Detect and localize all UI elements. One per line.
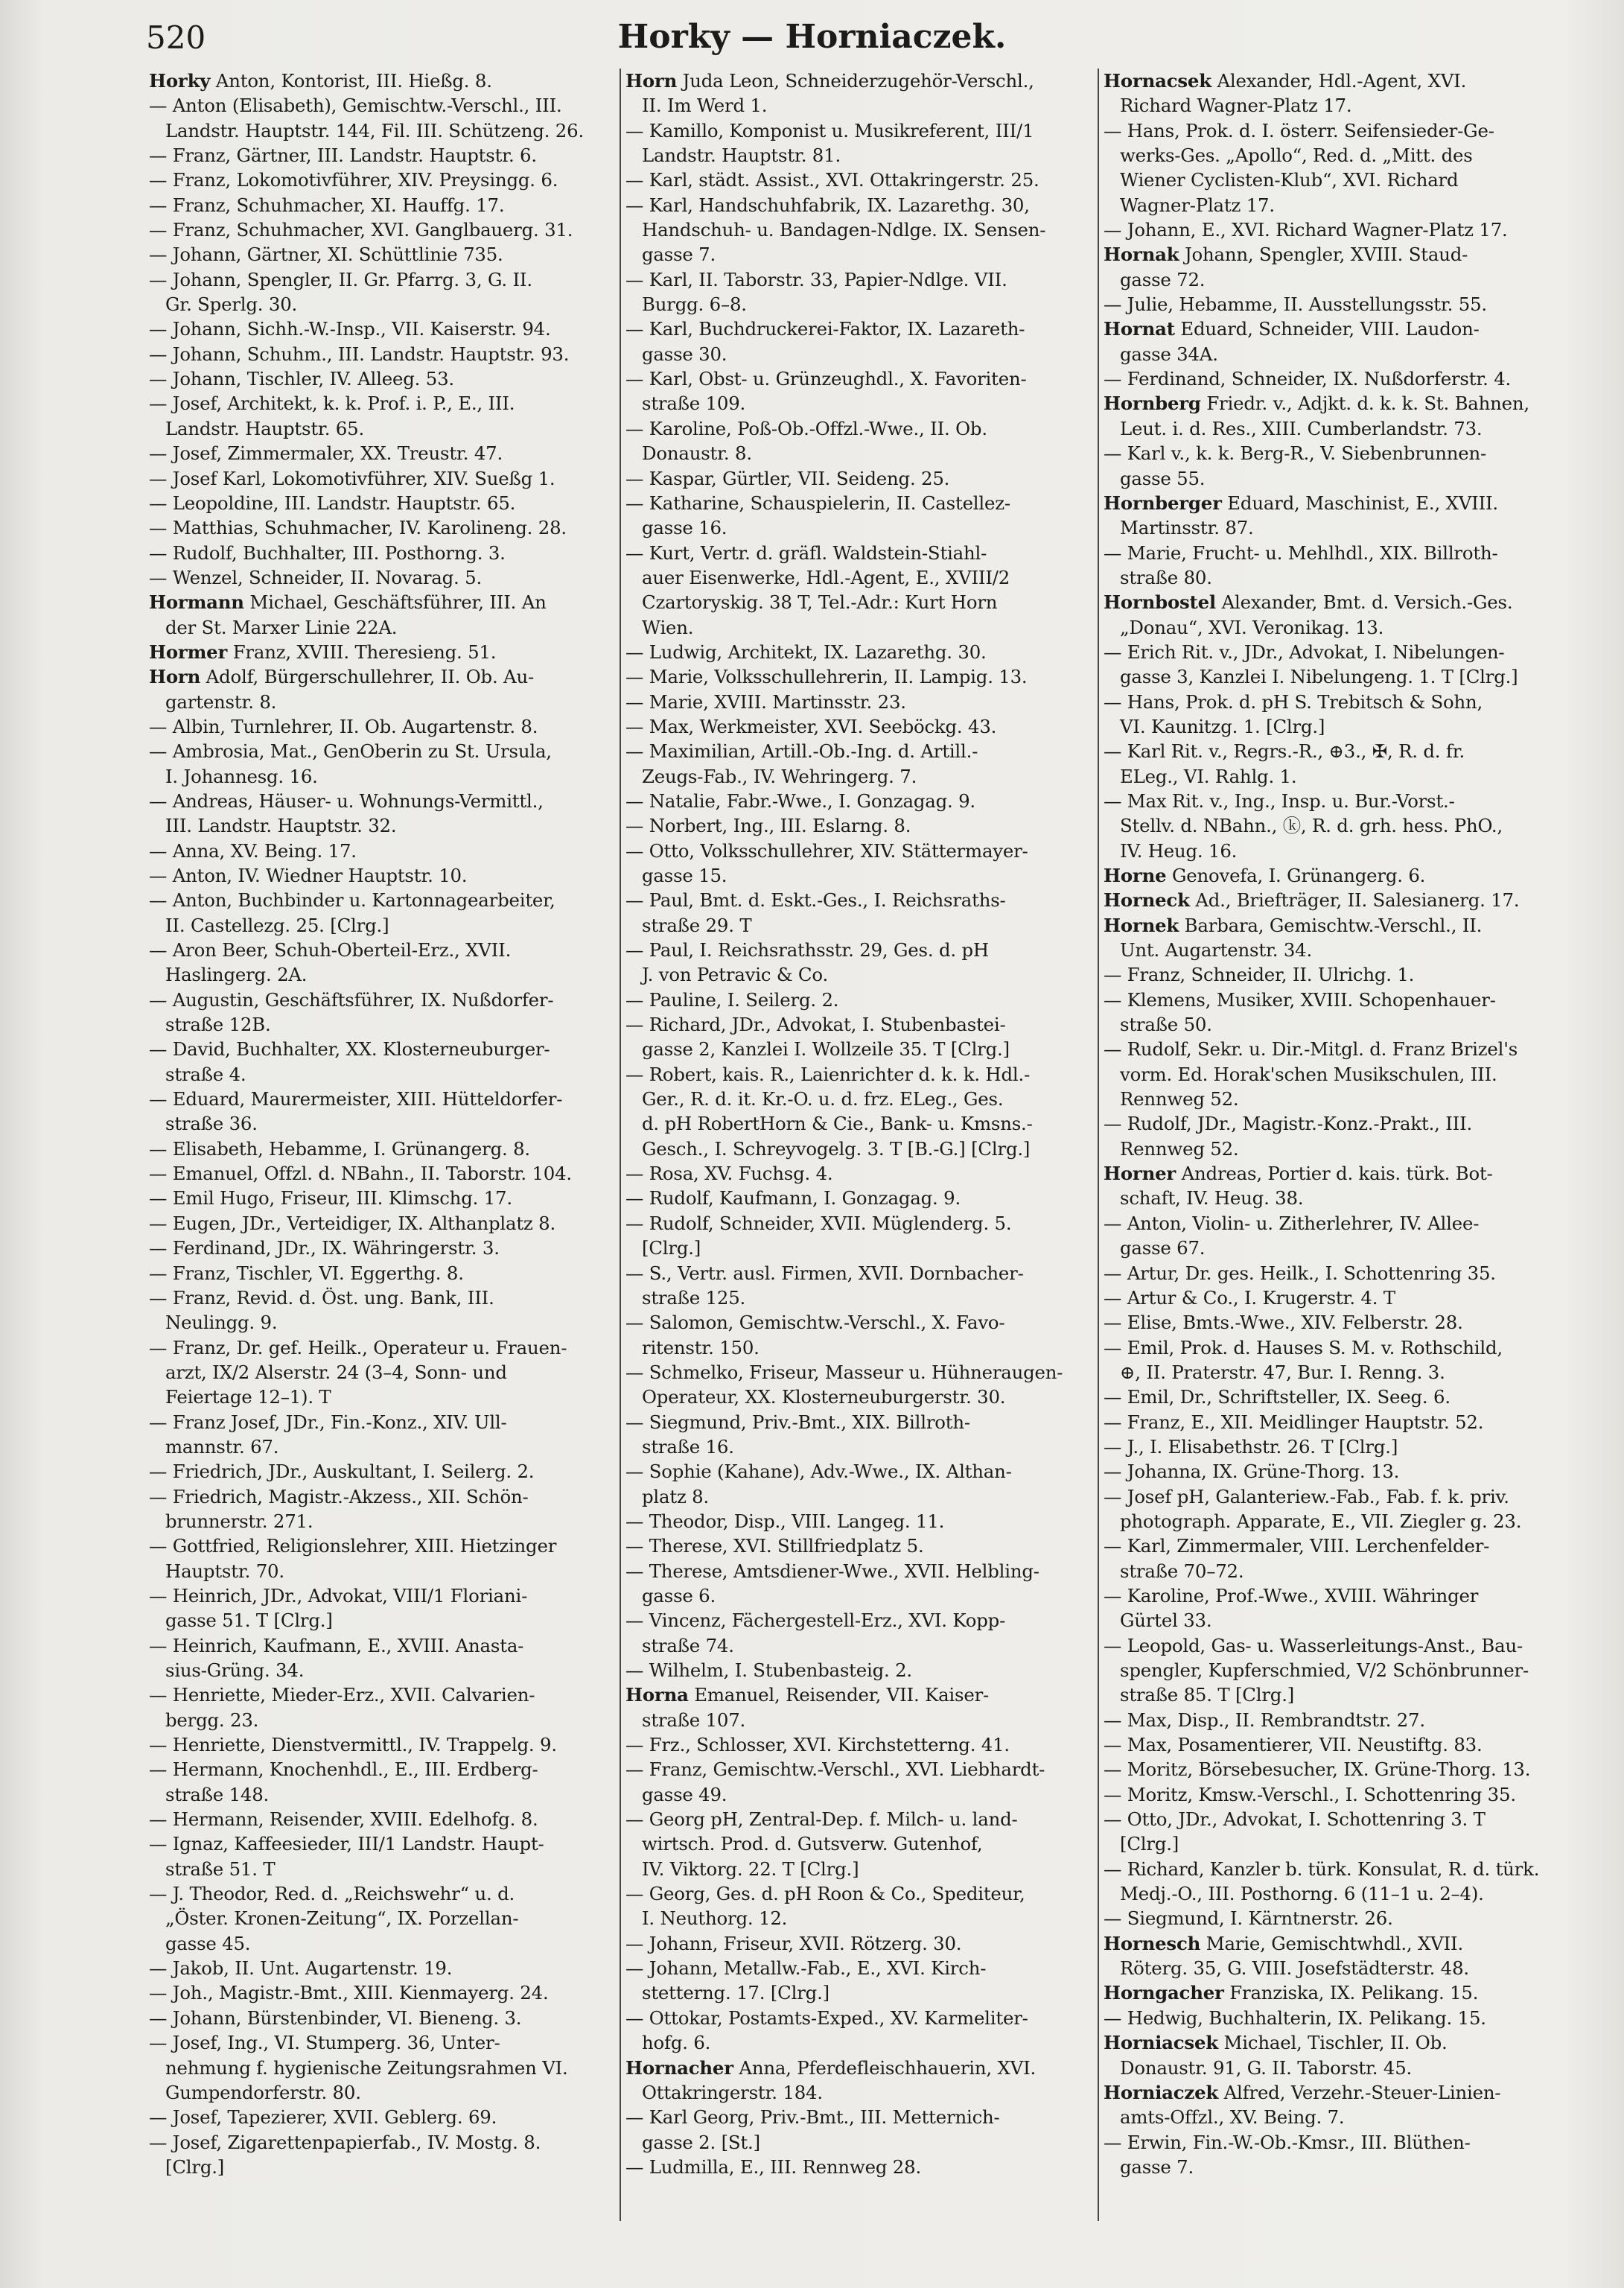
entry-line: werks-Ges. „Apollo“, Red. d. „Mitt. des: [1120, 144, 1473, 167]
entry-line: — Johann, Tischler, IV. Alleeg. 53.: [149, 368, 454, 390]
entry-line: Wien.: [642, 616, 694, 638]
entry-line: gasse 7.: [642, 244, 716, 266]
surname: Horngacher: [1104, 1982, 1224, 2004]
entry-line: Ottakringerstr. 184.: [642, 2081, 823, 2103]
entry-heading-line: Hornek Barbara, Gemischtw.-Verschl., II.: [1104, 914, 1483, 936]
entry-line: — Franz, E., XII. Meidlinger Hauptstr. 52.: [1104, 1411, 1484, 1433]
entry-line: straße 4.: [165, 1063, 246, 1085]
entry-heading-line: Horner Andreas, Portier d. kais. türk. Bot-: [1104, 1163, 1493, 1185]
entry-line: Haslingerg. 2A.: [165, 964, 308, 986]
entry-line: „Öster. Kronen-Zeitung“, IX. Porzellan-: [165, 1907, 519, 1930]
entry-line: — Hermann, Knochenhdl., E., III. Erdberg-: [149, 1758, 538, 1781]
entry-line: [Clrg.]: [642, 1237, 701, 1259]
entry-line: Donaustr. 8.: [642, 442, 752, 465]
entry-line: — Julie, Hebamme, II. Ausstellungsstr. 55.: [1104, 293, 1487, 316]
entry-line: — Josef Karl, Lokomotivführer, XIV. Sueßg 1.: [149, 467, 555, 489]
entry-line: — Moritz, Kmsw.-Verschl., I. Schottenring 35.: [1104, 1783, 1516, 1805]
entry-heading-line: Hornberg Friedr. v., Adjkt. d. k. k. St. Bahnen,: [1104, 393, 1529, 415]
entry-line: — Ambrosia, Mat., GenOberin zu St. Ursula,: [149, 740, 552, 763]
entry-line: — Marie, Frucht- u. Mehlhdl., XIX. Billroth-: [1104, 541, 1498, 564]
entry-line: — Katharine, Schauspielerin, II. Castellez-: [625, 492, 1010, 514]
entry-line: — Rudolf, Sekr. u. Dir.-Mitgl. d. Franz Brizel's: [1104, 1038, 1518, 1061]
entry-heading-line: Horneck Ad., Briefträger, II. Salesianerg. 17.: [1104, 889, 1520, 912]
entry-line: — Marie, XVIII. Martinsstr. 23.: [625, 690, 906, 713]
entry-line: — Leopoldine, III. Landstr. Hauptstr. 65.: [149, 492, 516, 514]
entry-line: straße 36.: [165, 1113, 258, 1135]
entry-line: — Kurt, Vertr. d. gräfl. Waldstein-Stiahl-: [625, 541, 987, 564]
entry-line: — Erich Rit. v., JDr., Advokat, I. Nibelungen-: [1104, 641, 1505, 663]
entry-line: Gr. Sperlg. 30.: [165, 293, 298, 316]
entry-heading-line: Hormann Michael, Geschäftsführer, III. An: [149, 591, 547, 614]
entry-line: mannstr. 67.: [165, 1435, 279, 1458]
page-header: [0, 13, 1624, 58]
entry-line: — Kamillo, Komponist u. Musikreferent, III/1: [625, 119, 1034, 142]
entry-line: VI. Kaunitzg. 1. [Clrg.]: [1120, 715, 1325, 737]
entry-line: — Franz, Schuhmacher, XI. Hauffg. 17.: [149, 194, 505, 216]
entry-line: — Rudolf, Buchhalter, III. Posthorng. 3.: [149, 541, 506, 564]
entry-line: — Therese, Amtsdiener-Wwe., XVII. Helbling-: [625, 1560, 1039, 1582]
entry-line: — Anton, Violin- u. Zitherlehrer, IV. Allee-: [1104, 1212, 1480, 1234]
entry-line: auer Eisenwerke, Hdl.-Agent, E., XVIII/2: [642, 566, 1010, 588]
entry-line: — Karl, Zimmermaler, VIII. Lerchenfelder-: [1104, 1535, 1490, 1557]
entry-line: straße 74.: [642, 1634, 734, 1656]
entry-line: — Franz, Schuhmacher, XVI. Ganglbauerg. 31.: [149, 219, 573, 241]
entry-line: — Henriette, Dienstvermittl., IV. Trappelg. 9.: [149, 1734, 557, 1756]
entry-line: gasse 3, Kanzlei I. Nibelungeng. 1. T [Clrg.]: [1120, 666, 1518, 688]
entry-line: — Rudolf, Schneider, XVII. Müglenderg. 5.: [625, 1212, 1012, 1234]
entry-line: III. Landstr. Hauptstr. 32.: [165, 815, 397, 837]
entry-line: — Franz, Schneider, II. Ulrichg. 1.: [1104, 964, 1415, 986]
entry-line: — Natalie, Fabr.-Wwe., I. Gonzagag. 9.: [625, 789, 975, 812]
entry-line: — Aron Beer, Schuh-Oberteil-Erz., XVII.: [149, 939, 512, 962]
entry-line: — Salomon, Gemischtw.-Verschl., X. Favo-: [625, 1312, 1005, 1334]
entry-line: straße 51. T: [165, 1858, 276, 1880]
entry-line: wirtsch. Prod. d. Gutsverw. Gutenhof,: [642, 1833, 983, 1855]
entry-line: — Josef, Zimmermaler, XX. Treustr. 47.: [149, 442, 503, 465]
entry-line: „Donau“, XVI. Veronikag. 13.: [1120, 616, 1384, 638]
entry-line: — Anton, Buchbinder u. Kartonnagearbeiter,: [149, 889, 555, 912]
surname: Hormann: [149, 591, 244, 614]
entry-line: Ger., R. d. it. Kr.-O. u. d. frz. ELeg., Ges.: [642, 1088, 1004, 1110]
entry-line: — Hermann, Reisender, XVIII. Edelhofg. 8.: [149, 1808, 538, 1831]
entry-line: straße 12B.: [165, 1014, 271, 1036]
entry-line: — Hans, Prok. d. pH S. Trebitsch & Sohn,: [1104, 690, 1483, 713]
entry-heading-line: Hormer Franz, XVIII. Theresieng. 51.: [149, 641, 497, 663]
entry-line: straße 148.: [165, 1783, 270, 1805]
entry-line: gasse 2, Kanzlei I. Wollzeile 35. T [Clrg.]: [642, 1038, 1010, 1061]
entry-line: — Artur & Co., I. Krugerstr. 4. T: [1104, 1286, 1395, 1309]
entry-line: — Josef, Zigarettenpapierfab., IV. Mostg. 8.: [149, 2131, 541, 2153]
entry-line: hofg. 6.: [642, 2032, 711, 2054]
entry-line: — Josef, Tapezierer, XVII. Geblerg. 69.: [149, 2106, 497, 2129]
entry-line: I. Johannesg. 16.: [165, 765, 318, 787]
entry-line: — Johann, Schuhm., III. Landstr. Hauptstr. 93.: [149, 343, 570, 365]
entry-line: — Klemens, Musiker, XVIII. Schopenhauer-: [1104, 988, 1496, 1011]
entry-line: — Anna, XV. Being. 17.: [149, 839, 357, 862]
entry-line: platz 8.: [642, 1485, 710, 1507]
entry-line: Rennweg 52.: [1120, 1137, 1239, 1160]
entry-line: — Franz, Tischler, VI. Eggerthg. 8.: [149, 1262, 464, 1284]
entry-line: photograph. Apparate, E., VII. Ziegler g. 23.: [1120, 1510, 1522, 1532]
entry-line: gasse 51. T [Clrg.]: [165, 1609, 333, 1632]
entry-line: — Heinrich, JDr., Advokat, VIII/1 Floriani-: [149, 1584, 528, 1607]
entry-line: — Richard, JDr., Advokat, I. Stubenbastei-: [625, 1014, 1006, 1036]
entry-line: — Johann, Friseur, XVII. Rötzerg. 30.: [625, 1932, 962, 1954]
entry-line: — Jakob, II. Unt. Augartenstr. 19.: [149, 1957, 453, 1980]
entry-line: — Karoline, Poß-Ob.-Offzl.-Wwe., II. Ob.: [625, 417, 987, 439]
surname: Horky: [149, 70, 211, 92]
entry-line: — Augustin, Geschäftsführer, IX. Nußdorfer-: [149, 988, 554, 1011]
entry-line: sius-Grüng. 34.: [165, 1659, 305, 1681]
entry-line: — Norbert, Ing., III. Eslarng. 8.: [625, 815, 911, 837]
entry-heading-line: Horna Emanuel, Reisender, VII. Kaiser-: [625, 1684, 990, 1706]
entry-line: Wagner-Platz 17.: [1120, 194, 1275, 216]
entry-line: — Johann, E., XVI. Richard Wagner-Platz 17.: [1104, 219, 1508, 241]
entry-heading-line: Hornbostel Alexander, Bmt. d. Versich.-Ges.: [1104, 591, 1513, 614]
surname: Hornberg: [1104, 393, 1201, 415]
entry-line: — Hans, Prok. d. I. österr. Seifensieder-Ge-: [1104, 119, 1494, 142]
entry-line: gasse 55.: [1120, 467, 1206, 489]
entry-line: gasse 72.: [1120, 268, 1206, 290]
entry-heading-line: Horn Adolf, Bürgerschullehrer, II. Ob. Au-: [149, 666, 535, 688]
surname: Horne: [1104, 865, 1167, 886]
entry-line: — Max Rit. v., Ing., Insp. u. Bur.-Vorst.-: [1104, 789, 1455, 812]
entry-line: straße 80.: [1120, 566, 1212, 588]
entry-line: straße 29. T: [642, 914, 752, 936]
running-title: Horky — Horniaczek.: [617, 18, 1007, 56]
entry-line: Handschuh- u. Bandagen-Ndlge. IX. Sensen-: [642, 219, 1046, 241]
surname: Horn: [625, 70, 678, 92]
entry-line: — Richard, Kanzler b. türk. Konsulat, R. d. türk.: [1104, 1858, 1540, 1880]
entry-line: — Karl, Obst- u. Grünzeughdl., X. Favoriten-: [625, 368, 1027, 390]
entry-line: — Karoline, Prof.-Wwe., XVIII. Währinger: [1104, 1584, 1479, 1607]
entry-heading-line: Hornak Johann, Spengler, XVIII. Staud-: [1104, 244, 1468, 266]
entry-line: — Otto, JDr., Advokat, I. Schottenring 3. T: [1104, 1808, 1486, 1831]
entry-line: — Franz Josef, JDr., Fin.-Konz., XIV. Ull-: [149, 1411, 507, 1433]
entry-line: — Johanna, IX. Grüne-Thorg. 13.: [1104, 1461, 1400, 1483]
entry-line: — Max, Werkmeister, XVI. Seeböckg. 43.: [625, 715, 997, 737]
entry-line: — Artur, Dr. ges. Heilk., I. Schottenring 35.: [1104, 1262, 1496, 1284]
entry-line: — Johann, Bürstenbinder, VI. Bieneng. 3.: [149, 2006, 522, 2029]
entry-line: — Wilhelm, I. Stubenbasteig. 2.: [625, 1659, 912, 1681]
entry-line: Unt. Augartenstr. 34.: [1120, 939, 1313, 962]
entry-line: Neulingg. 9.: [165, 1312, 278, 1334]
entry-line: Landstr. Hauptstr. 81.: [642, 144, 841, 167]
column-2: [625, 69, 1095, 2273]
entry-line: — Kaspar, Gürtler, VII. Seideng. 25.: [625, 467, 950, 489]
entry-heading-line: Horn Juda Leon, Schneiderzugehör-Verschl.,: [625, 70, 1034, 92]
surname: Horniacsek: [1104, 2032, 1218, 2054]
entry-line: gasse 2. [St.]: [642, 2131, 760, 2153]
surname: Hornbostel: [1104, 591, 1217, 614]
entry-line: straße 50.: [1120, 1014, 1212, 1036]
entry-line: bergg. 23.: [165, 1709, 259, 1731]
entry-line: — Josef, Ing., VI. Stumperg. 36, Unter-: [149, 2032, 500, 2054]
entry-line: gasse 67.: [1120, 1237, 1206, 1259]
entry-line: stetterng. 17. [Clrg.]: [642, 1982, 829, 2004]
entry-line: — Pauline, I. Seilerg. 2.: [625, 988, 839, 1011]
entry-line: — Friedrich, JDr., Auskultant, I. Seilerg. 2.: [149, 1461, 535, 1483]
entry-line: — Karl v., k. k. Berg-R., V. Siebenbrunnen-: [1104, 442, 1487, 465]
entry-line: — Albin, Turnlehrer, II. Ob. Augartenstr. 8.: [149, 715, 538, 737]
entry-line: — Henriette, Mieder-Erz., XVII. Calvarien-: [149, 1684, 535, 1706]
entry-line: spengler, Kupferschmied, V/2 Schönbrunner-: [1120, 1659, 1529, 1681]
entry-line: Landstr. Hauptstr. 144, Fil. III. Schützeng. 26.: [165, 119, 584, 142]
entry-line: — Johann, Gärtner, XI. Schüttlinie 735.: [149, 244, 503, 266]
entry-line: gasse 34A.: [1120, 343, 1218, 365]
entry-line: — Ferdinand, Schneider, IX. Nußdorferstr. 4.: [1104, 368, 1512, 390]
entry-line: — Siegmund, I. Kärntnerstr. 26.: [1104, 1907, 1393, 1930]
entry-line: — Emil Hugo, Friseur, III. Klimschg. 17.: [149, 1187, 512, 1210]
entry-line: — Eugen, JDr., Verteidiger, IX. Althanplatz 8.: [149, 1212, 556, 1234]
entry-line: straße 85. T [Clrg.]: [1120, 1684, 1295, 1706]
entry-line: — Paul, I. Reichsrathsstr. 29, Ges. d. pH: [625, 939, 989, 962]
entry-line: — Franz, Gärtner, III. Landstr. Hauptstr. 6.: [149, 144, 537, 167]
entry-line: I. Neuthorg. 12.: [642, 1907, 788, 1930]
entry-line: nehmung f. hygienische Zeitungsrahmen VI.: [165, 2056, 568, 2079]
entry-line: [Clrg.]: [165, 2155, 225, 2178]
entry-line: [Clrg.]: [1120, 1833, 1179, 1855]
entry-line: — Franz, Revid. d. Öst. ung. Bank, III.: [149, 1286, 494, 1309]
entry-line: — Franz, Lokomotivführer, XIV. Preysingg. 6.: [149, 169, 558, 191]
entry-line: — David, Buchhalter, XX. Klosterneuburger-: [149, 1038, 550, 1061]
entry-line: Stellv. d. NBahn., ⓚ, R. d. grh. hess. PhO.,: [1120, 815, 1503, 837]
entry-line: gasse 49.: [642, 1783, 727, 1805]
entry-line: — Karl, städt. Assist., XVI. Ottakringerstr. 25.: [625, 169, 1039, 191]
entry-line: IV. Viktorg. 22. T [Clrg.]: [642, 1858, 859, 1880]
surname: Hornacsek: [1104, 70, 1211, 92]
entry-line: — Rudolf, JDr., Magistr.-Konz.-Prakt., III.: [1104, 1113, 1473, 1135]
entry-line: IV. Heug. 16.: [1120, 839, 1238, 862]
entry-heading-line: Hornesch Marie, Gemischtwhdl., XVII.: [1104, 1932, 1464, 1954]
entry-line: — Rosa, XV. Fuchsg. 4.: [625, 1163, 833, 1185]
entry-line: Zeugs-Fab., IV. Wehringerg. 7.: [642, 765, 917, 787]
entry-line: Leut. i. d. Res., XIII. Cumberlandstr. 73.: [1120, 417, 1483, 439]
entry-line: — Andreas, Häuser- u. Wohnungs-Vermittl.,: [149, 789, 544, 812]
entry-line: — Gottfried, Religionslehrer, XIII. Hietzinger: [149, 1535, 557, 1557]
entry-line: — Emanuel, Offzl. d. NBahn., II. Taborstr. 104.: [149, 1163, 572, 1185]
entry-line: gasse 6.: [642, 1584, 716, 1607]
entry-line: — Georg, Ges. d. pH Roon & Co., Spediteur,: [625, 1883, 1025, 1905]
column-rule: [1098, 69, 1099, 2221]
entry-line: straße 109.: [642, 393, 746, 415]
entry-line: — Erwin, Fin.-W.-Ob.-Kmsr., III. Blüthen-: [1104, 2131, 1471, 2153]
entry-line: arzt, IX/2 Alserstr. 24 (3–4, Sonn- und: [165, 1361, 507, 1383]
entry-heading-line: Horne Genovefa, I. Grünangerg. 6.: [1104, 865, 1426, 886]
entry-line: der St. Marxer Linie 22A.: [165, 616, 398, 638]
entry-line: Burgg. 6–8.: [642, 293, 747, 316]
entry-line: ELeg., VI. Rahlg. 1.: [1120, 765, 1297, 787]
entry-line: — Robert, kais. R., Laienrichter d. k. k. Hdl.-: [625, 1063, 1031, 1085]
entry-line: — Schmelko, Friseur, Masseur u. Hühneraugen-: [625, 1361, 1063, 1383]
entry-line: — J. Theodor, Red. d. „Reichswehr“ u. d.: [149, 1883, 515, 1905]
entry-line: — Emil, Dr., Schriftsteller, IX. Seeg. 6.: [1104, 1386, 1451, 1408]
entry-heading-line: Hornat Eduard, Schneider, VIII. Laudon-: [1104, 318, 1480, 340]
entry-line: — Max, Disp., II. Rembrandtstr. 27.: [1104, 1709, 1425, 1731]
entry-line: J. von Petravic & Co.: [642, 964, 828, 986]
entry-heading-line: Horngacher Franziska, IX. Pelikang. 15.: [1104, 1982, 1479, 2004]
surname: Hornek: [1104, 914, 1179, 936]
entry-line: — Johann, Sichh.-W.-Insp., VII. Kaiserstr. 94.: [149, 318, 551, 340]
surname: Horn: [149, 666, 201, 688]
column-rule: [620, 69, 621, 2221]
entry-line: — Josef pH, Galanteriew.-Fab., Fab. f. k. priv.: [1104, 1485, 1509, 1507]
surname: Hornberger: [1104, 492, 1222, 514]
entry-line: — Joh., Magistr.-Bmt., XIII. Kienmayerg. 24.: [149, 1982, 549, 2004]
page-number: 520: [146, 19, 206, 56]
entry-line: Richard Wagner-Platz 17.: [1120, 95, 1352, 117]
entry-line: — S., Vertr. ausl. Firmen, XVII. Dornbacher-: [625, 1262, 1024, 1284]
entry-line: — Siegmund, Priv.-Bmt., XIX. Billroth-: [625, 1411, 970, 1433]
entry-line: — Therese, XVI. Stillfriedplatz 5.: [625, 1535, 924, 1557]
entry-line: straße 107.: [642, 1709, 746, 1731]
entry-heading-line: Hornacher Anna, Pferdefleischhauerin, XVI.: [625, 2056, 1037, 2079]
entry-line: vorm. Ed. Horak'schen Musikschulen, III.: [1120, 1063, 1497, 1085]
entry-line: — Hedwig, Buchhalterin, IX. Pelikang. 15.: [1104, 2006, 1486, 2029]
entry-line: Landstr. Hauptstr. 65.: [165, 417, 364, 439]
surname: Hornesch: [1104, 1932, 1201, 1954]
entry-line: — Ludwig, Architekt, IX. Lazarethg. 30.: [625, 641, 987, 663]
entry-line: Operateur, XX. Klosterneuburgerstr. 30.: [642, 1386, 1006, 1408]
entry-line: — Karl Georg, Priv.-Bmt., III. Metternich-: [625, 2106, 1000, 2129]
entry-line: gasse 15.: [642, 865, 727, 886]
entry-line: — Anton, IV. Wiedner Hauptstr. 10.: [149, 865, 468, 886]
entry-line: gasse 7.: [1120, 2155, 1194, 2178]
entry-line: ⊕, II. Praterstr. 47, Bur. I. Renng. 3.: [1120, 1361, 1445, 1383]
entry-line: — Frz., Schlosser, XVI. Kirchstetterng. 41.: [625, 1734, 1010, 1756]
entry-line: — Karl, Buchdruckerei-Faktor, IX. Lazareth-: [625, 318, 1025, 340]
column-1: [149, 69, 618, 2273]
entry-line: — Ferdinand, JDr., IX. Währingerstr. 3.: [149, 1237, 500, 1259]
entry-line: II. Im Werd 1.: [642, 95, 768, 117]
entry-line: Rennweg 52.: [1120, 1088, 1239, 1110]
column-3: [1104, 69, 1580, 2273]
entry-line: straße 125.: [642, 1286, 746, 1309]
entry-line: — Friedrich, Magistr.-Akzess., XII. Schön-: [149, 1485, 529, 1507]
entry-line: II. Castellezg. 25. [Clrg.]: [165, 914, 389, 936]
entry-line: — Johann, Spengler, II. Gr. Pfarrg. 3, G. II.: [149, 268, 532, 290]
entry-line: — Moritz, Börsebesucher, IX. Grüne-Thorg. 13.: [1104, 1758, 1531, 1781]
entry-line: — Elise, Bmts.-Wwe., XIV. Felberstr. 28.: [1104, 1312, 1463, 1334]
entry-line: gasse 45.: [165, 1932, 251, 1954]
entry-line: Donaustr. 91, G. II. Taborstr. 45.: [1120, 2056, 1413, 2079]
entry-line: — Emil, Prok. d. Hauses S. M. v. Rothschild,: [1104, 1336, 1503, 1358]
entry-line: Gesch., I. Schreyvogelg. 3. T [B.-G.] [Clrg.]: [642, 1137, 1031, 1160]
entry-line: — Max, Posamentierer, VII. Neustiftg. 83.: [1104, 1734, 1483, 1756]
entry-line: — Karl Rit. v., Regrs.-R., ⊕3., ✠, R. d. fr.: [1104, 740, 1465, 763]
surname: Horneck: [1104, 889, 1190, 912]
entry-line: — Ignaz, Kaffeesieder, III/1 Landstr. Haupt-: [149, 1833, 544, 1855]
entry-line: — Matthias, Schuhmacher, IV. Karolineng. 28.: [149, 517, 567, 539]
surname: Hornat: [1104, 318, 1175, 340]
entry-line: straße 70–72.: [1120, 1560, 1244, 1582]
entry-heading-line: Hornacsek Alexander, Hdl.-Agent, XVI.: [1104, 70, 1467, 92]
entry-line: — Josef, Architekt, k. k. Prof. i. P., E., III.: [149, 393, 515, 415]
entry-line: — Ludmilla, E., III. Rennweg 28.: [625, 2155, 921, 2178]
entry-line: — Anton (Elisabeth), Gemischtw.-Verschl., III.: [149, 95, 562, 117]
entry-line: Wiener Cyclisten-Klub“, XVI. Richard: [1120, 169, 1459, 191]
entry-line: Martinsstr. 87.: [1120, 517, 1254, 539]
entry-line: — Elisabeth, Hebamme, I. Grünangerg. 8.: [149, 1137, 530, 1160]
entry-heading-line: Horky Anton, Kontorist, III. Hießg. 8.: [149, 70, 492, 92]
entry-line: — Maximilian, Artill.-Ob.-Ing. d. Artill.-: [625, 740, 978, 763]
entry-line: amts-Offzl., XV. Being. 7.: [1120, 2106, 1345, 2129]
surname: Hornacher: [625, 2056, 733, 2079]
surname: Horna: [625, 1684, 689, 1706]
surname: Hormer: [149, 641, 228, 663]
entry-line: Gürtel 33.: [1120, 1609, 1212, 1632]
entry-line: — Heinrich, Kaufmann, E., XVIII. Anasta-: [149, 1634, 524, 1656]
entry-line: — Rudolf, Kaufmann, I. Gonzagag. 9.: [625, 1187, 961, 1210]
entry-line: — Vincenz, Fächergestell-Erz., XVI. Kopp-: [625, 1609, 1006, 1632]
entry-line: — Leopold, Gas- u. Wasserleitungs-Anst., Bau-: [1104, 1634, 1523, 1656]
entry-line: d. pH RobertHorn & Cie., Bank- u. Kmsns.-: [642, 1113, 1033, 1135]
entry-line: gasse 16.: [642, 517, 727, 539]
entry-heading-line: Horniacsek Michael, Tischler, II. Ob.: [1104, 2032, 1448, 2054]
entry-line: — Paul, Bmt. d. Eskt.-Ges., I. Reichsraths-: [625, 889, 1006, 912]
entry-line: — Johann, Metallw.-Fab., E., XVI. Kirch-: [625, 1957, 987, 1980]
entry-line: — Franz, Dr. gef. Heilk., Operateur u. Frauen-: [149, 1336, 567, 1358]
entry-line: gartenstr. 8.: [165, 690, 277, 713]
entry-line: — Otto, Volksschullehrer, XIV. Stättermayer-: [625, 839, 1028, 862]
entry-line: schaft, IV. Heug. 38.: [1120, 1187, 1304, 1210]
surname: Horniaczek: [1104, 2081, 1219, 2103]
entry-line: Röterg. 35, G. VIII. Josefstädterstr. 48.: [1120, 1957, 1469, 1980]
entry-line: — Karl, II. Taborstr. 33, Papier-Ndlge. VII.: [625, 268, 1007, 290]
entry-line: — Sophie (Kahane), Adv.-Wwe., IX. Althan-: [625, 1461, 1012, 1483]
entry-line: — Eduard, Maurermeister, XIII. Hütteldorfer-: [149, 1088, 563, 1110]
entry-line: Medj.-O., III. Posthorng. 6 (11–1 u. 2–4).: [1120, 1883, 1484, 1905]
entry-line: — Franz, Gemischtw.-Verschl., XVI. Liebhardt-: [625, 1758, 1045, 1781]
entry-line: brunnerstr. 271.: [165, 1510, 313, 1532]
entry-line: gasse 30.: [642, 343, 727, 365]
entry-line: — Ottokar, Postamts-Exped., XV. Karmeliter-: [625, 2006, 1028, 2029]
surname: Horner: [1104, 1163, 1176, 1185]
entry-line: Feiertage 12–1). T: [165, 1386, 331, 1408]
entry-line: straße 16.: [642, 1435, 734, 1458]
entry-line: — Georg pH, Zentral-Dep. f. Milch- u. land-: [625, 1808, 1018, 1831]
entry-line: ritenstr. 150.: [642, 1336, 760, 1358]
entry-heading-line: Hornberger Eduard, Maschinist, E., XVIII.: [1104, 492, 1498, 514]
entry-line: — Theodor, Disp., VIII. Langeg. 11.: [625, 1510, 945, 1532]
entry-line: Hauptstr. 70.: [165, 1560, 284, 1582]
entry-line: — Wenzel, Schneider, II. Novarag. 5.: [149, 566, 483, 588]
entry-line: Gumpendorferstr. 80.: [165, 2081, 361, 2103]
entry-line: Czartoryskig. 38 T, Tel.-Adr.: Kurt Horn: [642, 591, 998, 614]
entry-line: — J., I. Elisabethstr. 26. T [Clrg.]: [1104, 1435, 1398, 1458]
entry-line: — Karl, Handschuhfabrik, IX. Lazarethg. 30,: [625, 194, 1030, 216]
entry-line: — Marie, Volksschullehrerin, II. Lampig. 13.: [625, 666, 1028, 688]
surname: Hornak: [1104, 244, 1179, 266]
entry-heading-line: Horniaczek Alfred, Verzehr.-Steuer-Linien-: [1104, 2081, 1501, 2103]
